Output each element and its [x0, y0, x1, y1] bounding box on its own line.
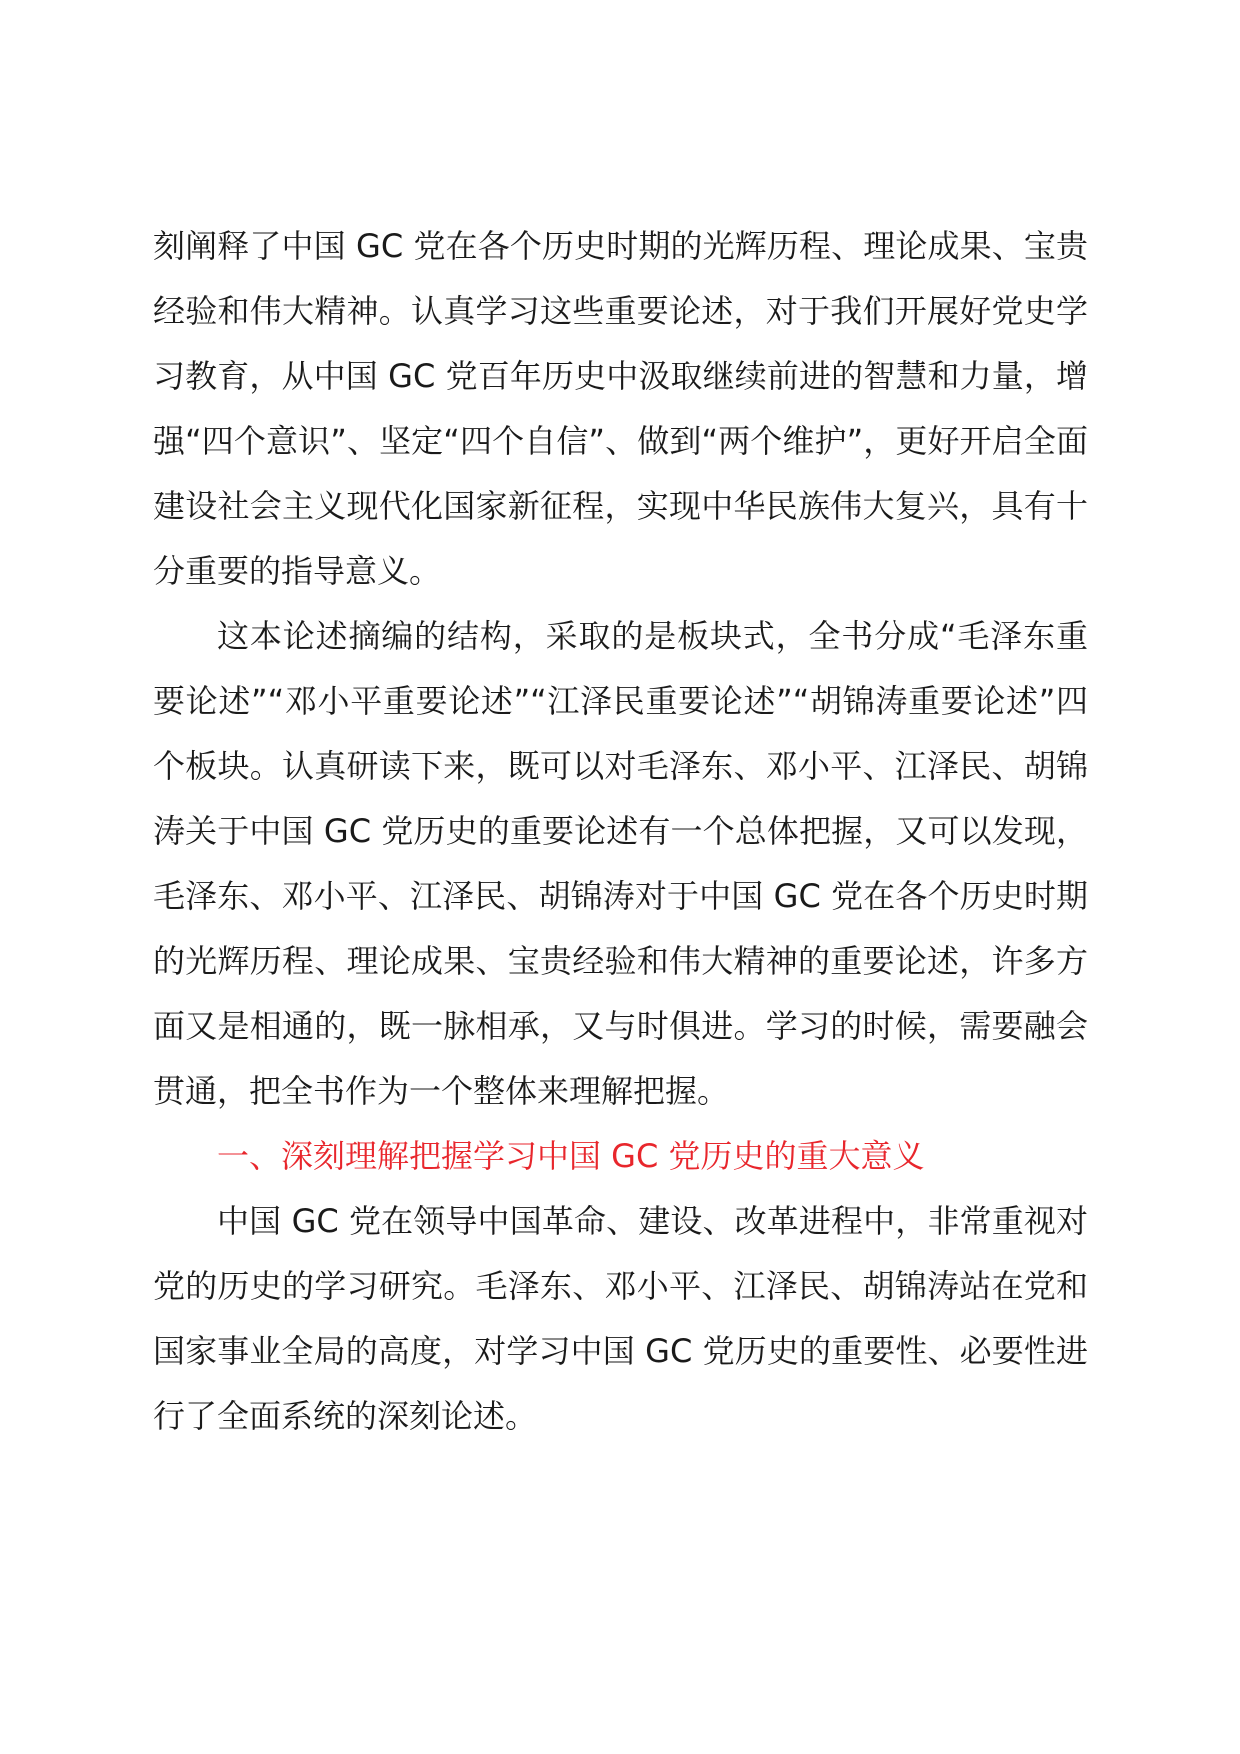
section-heading: 一、深刻理解把握学习中国 GC 党历史的重大意义: [217, 1137, 925, 1175]
paragraph-continuation: 刻阐释了中国 GC 党在各个历史时期的光辉历程、理论成果、宝贵经验和伟大精神。认真学习这些重要论述，对于我们开展好党史学习教育，从中国 GC 党百年历史中汲取继续前进的智慧和力量，增强“四个意识”、坚定“四个自信”、做到“两个维护”，更好开启全面建设社会主义现代化国家新征程，实现中华民族伟大复兴，具有十分重要的指导意义。: [153, 227, 1088, 590]
document-body: [153, 214, 1088, 1449]
paragraph-book-structure: 这本论述摘编的结构，采取的是板块式，全书分成“毛泽东重要论述”“邓小平重要论述”“江泽民重要论述”“胡锦涛重要论述”四个板块。认真研读下来，既可以对毛泽东、邓小平、江泽民、胡锦涛关于中国 GC 党历史的重要论述有一个总体把握，又可以发现，毛泽东、邓小平、江泽民、胡锦涛对于中国 GC 党在各个历史时期的光辉历程、理论成果、宝贵经验和伟大精神的重要论述，许多方面又是相通的，既一脉相承，又与时俱进。学习的时候，需要融会贯通，把全书作为一个整体来理解把握。: [153, 617, 1088, 1110]
paragraph-history-study: 中国 GC 党在领导中国革命、建设、改革进程中，非常重视对党的历史的学习研究。毛泽东、邓小平、江泽民、胡锦涛站在党和国家事业全局的高度，对学习中国 GC 党历史的重要性、必要性进行了全面系统的深刻论述。: [153, 1202, 1088, 1435]
